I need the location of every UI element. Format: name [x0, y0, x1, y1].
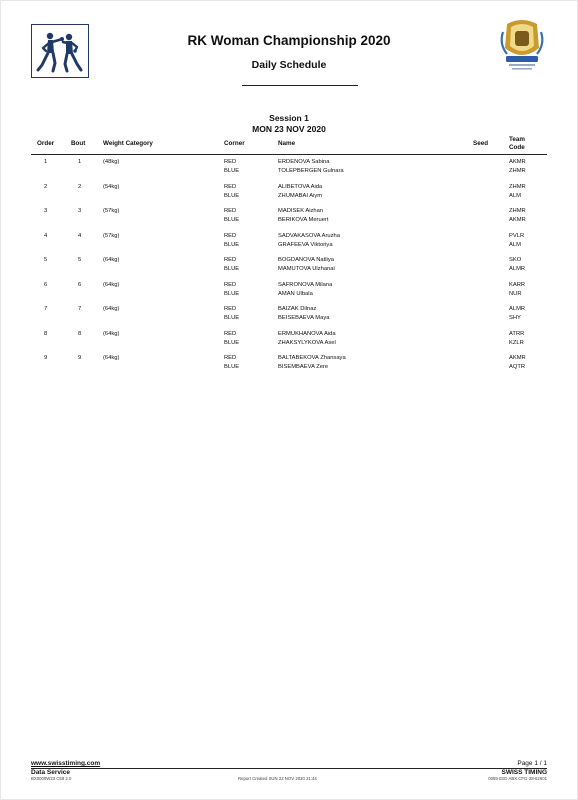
cell-blue-team: ALMR — [509, 266, 526, 272]
col-code-label: Code — [509, 143, 525, 151]
cell-blue-team: NUR — [509, 290, 522, 297]
footer-report-created: Report Created SUN 22 NOV 2020 21:44 — [238, 776, 317, 781]
col-weight: Weight Category — [103, 140, 153, 147]
table-row — [31, 331, 547, 351]
page-title: RK Woman Championship 2020 — [187, 33, 391, 48]
cell-blue-name: TOLEPBERGEN Gulnara — [278, 168, 344, 174]
cell-order: 6 — [44, 281, 48, 288]
cell-weight: (64kg) — [103, 355, 120, 361]
cell-blue-team: SHY — [509, 315, 521, 321]
cell-red-name: MADISEK Aizhan — [278, 208, 324, 214]
cell-order: 9 — [44, 355, 48, 361]
cell-red-corner: RED — [224, 232, 237, 239]
cell-order: 8 — [44, 330, 48, 337]
cell-weight: (54kg) — [103, 183, 120, 190]
cell-red-name: ALIBETOVA Aida — [278, 183, 323, 190]
cell-bout: 7 — [78, 306, 82, 312]
cell-red-name: BAIZAK Dilnaz — [278, 306, 317, 312]
table-row — [31, 355, 547, 375]
cell-red-team: ALMR — [509, 306, 526, 312]
cell-order: 1 — [44, 159, 48, 165]
cell-blue-name: GRAFEEVA Viktoriya — [278, 241, 333, 248]
cell-blue-corner: BLUE — [224, 168, 240, 174]
cell-red-corner: RED — [224, 159, 237, 165]
cell-blue-team: AQTR — [509, 364, 526, 370]
cell-weight: (64kg) — [103, 306, 120, 312]
cell-blue-corner: BLUE — [224, 315, 240, 321]
footer-doc-code: 0059 03G-ABX.CFG-28-62601 — [488, 776, 547, 781]
col-seed: Seed — [473, 140, 489, 147]
cell-blue-corner: BLUE — [224, 217, 240, 223]
cell-weight: (64kg) — [103, 281, 120, 288]
cell-red-team: PVLR — [509, 232, 525, 239]
footer-url[interactable]: www.swisstiming.com — [31, 760, 101, 767]
cell-red-corner: RED — [224, 208, 237, 214]
cell-red-team: KARR — [509, 281, 526, 288]
col-corner: Corner — [224, 140, 245, 147]
cell-blue-team: AKMR — [509, 217, 526, 223]
cell-blue-name: AMAN Ulbala — [278, 290, 313, 297]
table-row — [31, 184, 547, 204]
cell-red-team: ZHMR — [509, 183, 526, 190]
col-team-label: Team — [509, 136, 525, 143]
table-row — [31, 208, 547, 228]
cell-weight: (57kg) — [103, 208, 120, 214]
table-row — [31, 159, 547, 179]
cell-red-corner: RED — [224, 355, 237, 361]
cell-blue-name: BEISEBAEVA Maya — [278, 315, 330, 321]
session-header — [0, 113, 578, 135]
table-row — [31, 282, 547, 302]
cell-bout: 6 — [78, 281, 82, 288]
cell-blue-team: KZLR — [509, 339, 524, 346]
footer-data-service: Data Service — [31, 769, 71, 776]
cell-red-name: BALTABEKOVA Zhansaya — [278, 355, 346, 361]
cell-blue-team: ALM — [509, 192, 521, 199]
cell-red-name: SAFRONOVA Milana — [278, 281, 333, 288]
footer-page-number: Page 1 / 1 — [517, 760, 547, 767]
col-bout: Bout — [71, 140, 86, 147]
title-divider — [242, 85, 358, 86]
cell-blue-name: ZHAKSYLYKOVA Asel — [278, 339, 336, 346]
footer-swiss-timing: SWISS TIMING — [501, 769, 547, 776]
cell-bout: 9 — [78, 355, 82, 361]
cell-order: 5 — [44, 257, 48, 263]
cell-red-team: ATRR — [509, 330, 525, 337]
cell-red-corner: RED — [224, 281, 237, 288]
cell-red-team: AKMR — [509, 159, 526, 165]
cell-order: 7 — [44, 306, 48, 312]
cell-red-team: AKMR — [509, 355, 526, 361]
cell-blue-name: ZHUMABAI Aiym — [278, 192, 323, 199]
cell-red-name: SADVAKASOVA Aruzha — [278, 232, 340, 239]
cell-blue-corner: BLUE — [224, 266, 240, 272]
cell-red-team: ZHMR — [509, 208, 526, 214]
cell-blue-name: BISEMBAEVA Zere — [278, 364, 329, 370]
cell-blue-name: MAMUTOVA Ulzhanai — [278, 266, 335, 272]
cell-red-name: ERDENOVA Sabina — [278, 159, 330, 165]
cell-weight: (64kg) — [103, 257, 120, 263]
footer-code: BX0000W23 C58 2.0 — [31, 776, 72, 781]
cell-red-name: BOGDANOVA Natliya — [278, 257, 334, 263]
cell-blue-corner: BLUE — [224, 290, 240, 297]
cell-bout: 3 — [78, 208, 82, 214]
cell-weight: (57kg) — [103, 232, 120, 239]
cell-red-team: SKO — [509, 257, 522, 263]
col-order: Order — [37, 140, 55, 147]
page-subtitle: Daily Schedule — [251, 59, 327, 71]
table-header — [31, 136, 547, 155]
table-row — [31, 233, 547, 253]
cell-weight: (64kg) — [103, 330, 120, 337]
session-date: MON 23 NOV 2020 — [252, 124, 326, 134]
table-row — [31, 306, 547, 326]
cell-bout: 8 — [78, 330, 82, 337]
cell-bout: 2 — [78, 183, 82, 190]
cell-blue-team: ZHMR — [509, 168, 526, 174]
cell-red-corner: RED — [224, 306, 237, 312]
cell-blue-name: BERIKOVA Meruert — [278, 217, 329, 223]
cell-weight: (48kg) — [103, 159, 120, 165]
cell-blue-team: ALM — [509, 241, 521, 248]
cell-bout: 1 — [78, 159, 82, 165]
footer-divider — [31, 768, 547, 769]
cell-red-name: ERMUKHANOVA Aida — [278, 330, 336, 337]
session-name: Session 1 — [269, 113, 309, 123]
cell-blue-corner: BLUE — [224, 241, 240, 248]
cell-red-corner: RED — [224, 257, 237, 263]
cell-bout: 4 — [78, 232, 82, 239]
cell-order: 2 — [44, 183, 48, 190]
table-row — [31, 257, 547, 277]
col-name: Name — [278, 140, 296, 147]
cell-blue-corner: BLUE — [224, 339, 240, 346]
cell-blue-corner: BLUE — [224, 192, 240, 199]
cell-blue-corner: BLUE — [224, 364, 240, 370]
cell-order: 3 — [44, 208, 48, 214]
cell-order: 4 — [44, 232, 48, 239]
col-team-code — [509, 136, 525, 151]
cell-red-corner: RED — [224, 183, 237, 190]
cell-bout: 5 — [78, 257, 82, 263]
cell-red-corner: RED — [224, 330, 237, 337]
